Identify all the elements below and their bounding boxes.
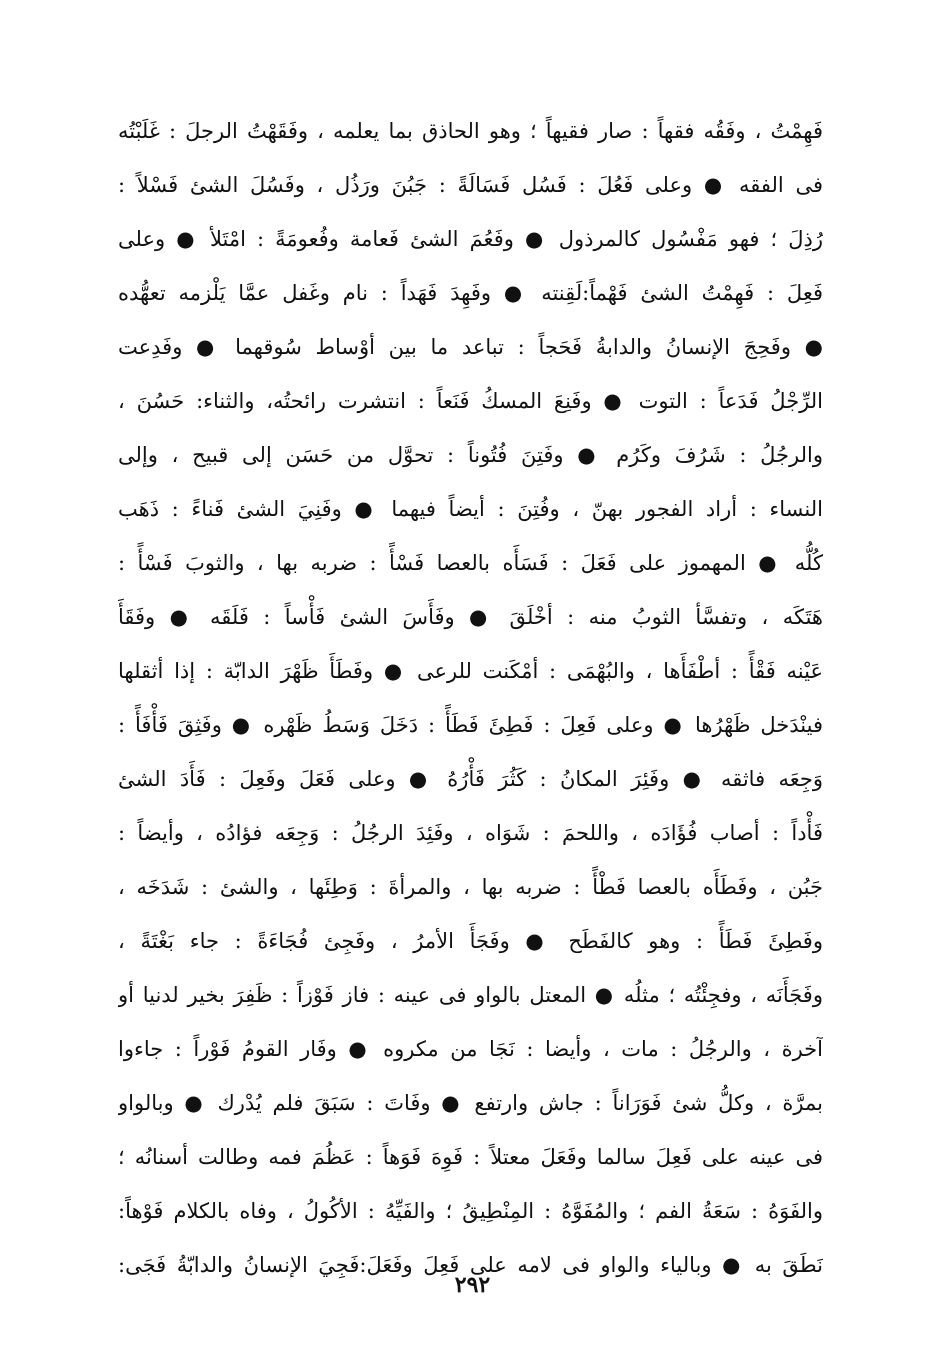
- text-line: النساء : أراد الفجور بهنّ ، وفُتِنَ : أيضاً فيهما ● وفَنِيَ الشئ فَناءً : ذَهَب: [118, 497, 823, 521]
- text-line: هَتَكَه ، وتفسَّأ الثوبُ منه : أخْلَقَ ● وفَأَسَ الشئ فَأْساً : فَلَقَه ● وفَقَأَ: [118, 605, 823, 629]
- text-line: عَيْنه فَقْأً : أطْفَأَها ، والبُهْمَى : أمْكَنت للرعى ● وفَطَأَ ظَهْرَ الدابّة : إذا أثقلها: [118, 659, 823, 683]
- text-line: رُذِلَ ؛ فهو مَفْسُول كالمرذول ● وفَعُمَ الشئ فَعامة وفُعومَةً : امْتَلأ ● وعلى: [118, 227, 823, 251]
- text-line: فى عينه على فَعِلَ سالما وفَعَلَ معتلاً : فَوِهَ فَوَهاً : عَظُمَ فمه وطالت أسنانُه ؛: [118, 1145, 823, 1169]
- text-line: وفَطِئَ فَطَأً : وهو كالفَطَح ● وفَجَأَ الأمرُ ، وفَجِئ فُجَاءَةً : جاء بَغْتَةً ،: [118, 929, 823, 953]
- text-line: الرِّجْلُ فَدَعاً : التوت ● وفَنِعَ المسكُ فَنَعاً : انتشرت رائحتُه، والثناء: حَسُنَ ،: [118, 389, 823, 413]
- body-text: [118, 104, 823, 1292]
- text-line: وَجِعَه فاثقه ● وفَئِرَ المكانُ : كَثُرَ فَأْرُهُ ● وعلى فَعَلَ وفَعِلَ : فَأَدَ الشئ: [118, 767, 823, 791]
- text-line: فينْدَخل ظَهْرُها ● وعلى فَعِلَ : فَطِئَ فَطَأً : دَخَلَ وَسَطُ ظَهْره ● وفَثِقَ فَأْفَأً :: [118, 713, 823, 737]
- text-line: فَأْداً : أصاب فُؤَادَه ، واللحمَ : شَوَاه ، وفَئِدَ الرجُلُ : وَجِعَه فؤادُه ، وأيضاً :: [118, 821, 823, 845]
- text-line: كُلُّه ● المهموز على فَعَلَ : فَسَأَه بالعصا فَسْأً : ضربه بها ، والثوبَ فَسْأً :: [118, 551, 823, 575]
- text-line: والرجُلُ : شَرُفَ وكَرُم ● وفَتِنَ فُتُوناً : تحوَّل من حَسَن إلى قبيح ، وإلى: [118, 443, 823, 467]
- text-line: آخرة ، والرجُلُ : مات ، وأيضا : نَجَا من مكروه ● وفَار القومُ فَوْراً : جاءوا: [118, 1037, 823, 1061]
- text-line: نَطَقَ به ● وبالياء والواو فى لامه على فَعِلَ وفَعَلَ:فَجِيَ الإنسانُ والدابّةُ فَجَى:: [118, 1253, 823, 1277]
- text-line: فَعِلَ : فَهِمْتُ الشئ فَهْماً:لَقِنته ● وفَهِدَ فَهَداً : نام وغَفل عمَّا يَلْزمه تعهُّده: [118, 281, 823, 305]
- page-number: ٢٩٢: [454, 1272, 491, 1298]
- text-line: بمرَّة ، وكلُّ شئ فَوَرَاناً : جاش وارتفع ● وفَاتَ : سَبَقَ فلم يُدْرك ● وبالواو: [118, 1091, 823, 1115]
- text-line: والفَوَهُ : سَعَةُ الفم ؛ والمُفَوَّهُ : المِنْطِيقُ ؛ والفَيِّهُ : الأكُولُ ، وفاه بالكلام فَوْهاً:: [118, 1199, 823, 1223]
- text-line: ● وفَحِجَ الإنسانُ والدابةُ فَحَجاً : تباعد ما بين أوْساط سُوقهما ● وفَدِعت: [118, 335, 823, 359]
- text-line: وفَجَأَنَه ، وفجِئْتُه ؛ مثلُه ● المعتل بالواو فى عينه : فاز فَوْزاً : ظَفِرَ بخير لدنيا أو: [118, 983, 823, 1007]
- text-line: فَهِمْتُ ، وفَقُه فقهاً : صار فقيهاً ؛ وهو الحاذق بما يعلمه ، وفَقَهْتُ الرجلَ : غَلَبْتُه: [118, 119, 823, 143]
- text-line: فى الفقه ● وعلى فَعُلَ : فَسُل فَسَالَةً : جَبُنَ ورَذُل ، وفَسُلَ الشئ فَسْلاً :: [118, 173, 823, 197]
- text-line: جَبُن ، وفَطَأَه بالعصا فَطْأً : ضربه بها ، والمرأةَ : وَطِئَها ، والشئ : شَدَخَه ،: [118, 875, 823, 899]
